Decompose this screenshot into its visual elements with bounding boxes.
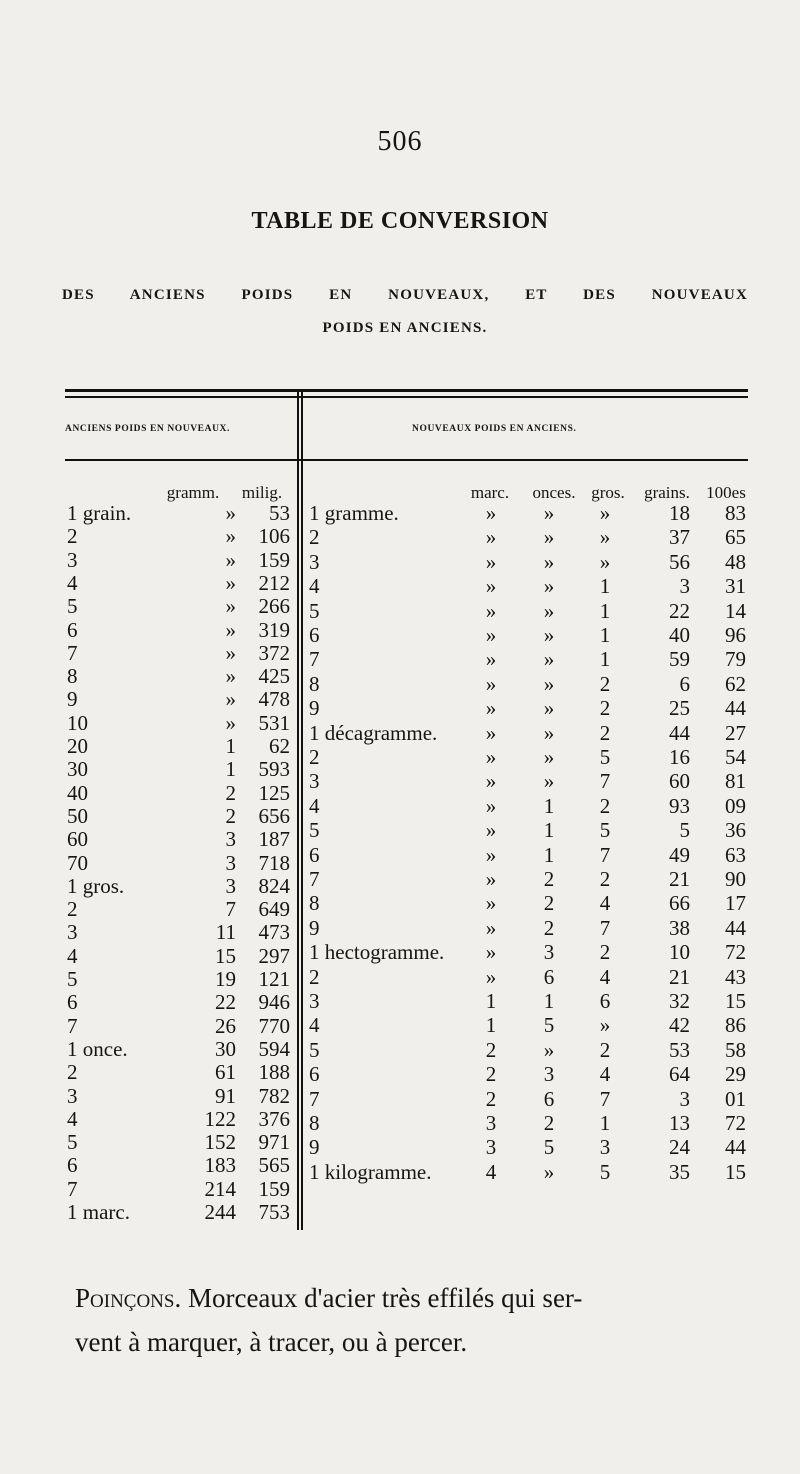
left-row-grams: » — [225, 664, 236, 689]
right-row-value: 90 — [725, 867, 746, 891]
right-row-value: » — [599, 525, 611, 550]
right-row-value: 15 — [725, 1159, 746, 1184]
right-column-header: NOUVEAUX POIDS EN ANCIENS. — [412, 424, 577, 434]
left-row-milligrams: 121 — [258, 967, 290, 991]
right-row-value: » — [543, 1037, 555, 1062]
right-row-value: 3 — [485, 1111, 497, 1135]
left-row-grams: 214 — [204, 1176, 236, 1201]
right-row-label: 5 — [309, 1037, 320, 1062]
left-row-milligrams: 297 — [258, 943, 290, 968]
left-row-milligrams: 946 — [258, 990, 290, 1015]
left-row-milligrams: 824 — [258, 873, 290, 898]
right-row-value: 96 — [725, 623, 746, 647]
left-row-label: 60 — [67, 827, 88, 852]
right-row-value: » — [543, 598, 555, 623]
right-row-value: » — [485, 549, 497, 574]
right-unit-label: gros. — [591, 483, 625, 502]
right-row-value: 35 — [669, 1159, 690, 1184]
left-row-label: 40 — [67, 780, 88, 805]
left-row-milligrams: 62 — [269, 734, 290, 758]
right-row-value: 2 — [543, 915, 555, 940]
left-row-milligrams: 266 — [258, 594, 290, 619]
right-row-value: 2 — [599, 671, 611, 696]
right-row-value: 17 — [725, 891, 746, 916]
left-unit-label: milig. — [241, 483, 283, 502]
right-row-value: 49 — [669, 842, 690, 867]
left-row-grams: 1 — [225, 757, 236, 782]
right-row-label: 3 — [309, 989, 320, 1013]
left-row-milligrams: 594 — [258, 1036, 290, 1061]
right-row-value: 83 — [725, 501, 746, 525]
right-row-label: 7 — [309, 1086, 320, 1111]
left-row-label: 3 — [67, 1083, 78, 1108]
right-row-value: 5 — [543, 1013, 555, 1038]
right-row-value: 93 — [669, 793, 690, 818]
left-row-milligrams: 593 — [258, 757, 290, 782]
right-row-value: 38 — [669, 915, 690, 940]
right-row-value: » — [485, 745, 497, 769]
left-row-milligrams: 372 — [258, 640, 290, 665]
right-row-value: 32 — [669, 989, 690, 1013]
table-title: TABLE DE CONVERSION — [251, 208, 549, 234]
footer-paragraph — [75, 1276, 755, 1320]
top-double-rule-thin — [65, 396, 748, 398]
right-row-value: 2 — [485, 1086, 497, 1111]
right-row-label: 1 hectogramme. — [309, 940, 445, 965]
left-row-grams: 2 — [225, 780, 236, 805]
top-double-rule-thick — [65, 389, 748, 392]
footer-text-line2: vent à marquer, à tracer, ou à percer. — [75, 1327, 468, 1357]
left-row-label: 10 — [67, 710, 88, 735]
footer-text-line1: Morceaux d'acier très effilés qui ser- — [187, 1283, 583, 1313]
left-row-milligrams: 782 — [258, 1083, 290, 1108]
right-row-value: 5 — [599, 745, 611, 769]
right-row-value: 18 — [669, 501, 690, 525]
right-row-value: » — [485, 598, 497, 623]
right-row-value: » — [543, 1159, 555, 1184]
left-row-label: 9 — [67, 687, 78, 712]
right-row-value: 2 — [543, 867, 555, 891]
right-row-label: 3 — [309, 549, 320, 574]
right-row-value: 1 — [543, 818, 555, 843]
right-row-value: » — [485, 891, 497, 916]
left-row-grams: 1 — [225, 734, 236, 758]
right-row-label: 1 kilogramme. — [309, 1159, 432, 1184]
right-row-label: 2 — [309, 525, 320, 550]
right-row-value: » — [485, 769, 497, 794]
right-row-label: 4 — [309, 793, 320, 818]
right-row-value: 1 — [599, 1111, 611, 1135]
right-row-label: 5 — [309, 598, 320, 623]
right-row-label: 5 — [309, 818, 320, 843]
right-unit-label: grains. — [644, 483, 690, 502]
left-row-milligrams: 656 — [258, 803, 290, 828]
right-row-value: » — [485, 623, 497, 647]
right-row-value: 7 — [599, 769, 611, 794]
left-row-milligrams: 718 — [258, 850, 290, 875]
right-row-value: 60 — [669, 769, 690, 794]
right-row-value: » — [599, 1013, 611, 1038]
left-row-grams: » — [225, 640, 236, 665]
right-row-value: 5 — [543, 1135, 555, 1160]
left-row-grams: 152 — [204, 1130, 236, 1155]
right-row-value: 3 — [543, 940, 555, 965]
left-row-grams: » — [225, 594, 236, 619]
center-double-rule — [297, 392, 303, 1230]
right-row-value: 43 — [725, 964, 746, 989]
left-row-milligrams: 188 — [258, 1060, 290, 1085]
left-row-grams: » — [225, 570, 236, 595]
right-row-value: 25 — [669, 696, 690, 721]
right-row-value: » — [543, 696, 555, 721]
left-row-grams: 244 — [204, 1200, 236, 1224]
left-row-milligrams: 376 — [258, 1106, 290, 1131]
table-subtitle-line1: DES ANCIENS POIDS EN NOUVEAUX, ET DES NOUVEAUX — [62, 287, 748, 303]
left-row-label: 70 — [67, 850, 88, 875]
right-row-value: 64 — [669, 1062, 690, 1087]
right-row-value: 1 — [599, 574, 611, 599]
right-row-label: 2 — [309, 745, 320, 769]
left-row-milligrams: 212 — [258, 570, 290, 595]
left-row-milligrams: 53 — [269, 501, 290, 525]
right-row-value: 2 — [599, 1037, 611, 1062]
left-row-label: 4 — [67, 943, 78, 968]
right-row-value: 09 — [725, 793, 746, 818]
right-row-value: 7 — [599, 842, 611, 867]
right-row-label: 7 — [309, 647, 320, 672]
left-row-grams: » — [225, 617, 236, 642]
right-row-value: 31 — [725, 574, 746, 599]
right-row-label: 6 — [309, 623, 320, 647]
right-row-value: 5 — [599, 1159, 611, 1184]
right-row-value: » — [485, 964, 497, 989]
left-row-grams: 2 — [225, 803, 236, 828]
right-row-value: » — [599, 501, 611, 525]
right-row-value: 4 — [599, 964, 611, 989]
right-row-value: 3 — [679, 574, 690, 599]
right-row-value: 1 — [599, 598, 611, 623]
right-row-value: 4 — [599, 1062, 611, 1087]
right-row-value: 37 — [669, 525, 690, 550]
left-column-header: ANCIENS POIDS EN NOUVEAUX. — [65, 424, 230, 434]
right-row-value: » — [485, 842, 497, 867]
right-row-value: 22 — [669, 598, 690, 623]
right-row-value: 2 — [485, 1037, 497, 1062]
left-row-grams: 122 — [204, 1106, 236, 1131]
right-row-label: 6 — [309, 842, 320, 867]
right-row-value: » — [543, 769, 555, 794]
right-row-value: 21 — [669, 867, 690, 891]
right-unit-label: marc. — [470, 483, 510, 502]
right-row-value: 2 — [599, 696, 611, 721]
left-row-grams: 183 — [204, 1153, 236, 1178]
right-row-value: 5 — [599, 818, 611, 843]
right-row-value: 7 — [599, 915, 611, 940]
right-row-label: 4 — [309, 1013, 320, 1038]
left-row-grams: 3 — [225, 850, 236, 875]
left-row-grams: 30 — [215, 1036, 236, 1061]
right-row-value: » — [543, 549, 555, 574]
right-row-value: 1 — [485, 989, 497, 1013]
left-row-grams: 26 — [215, 1013, 236, 1038]
left-row-milligrams: 753 — [258, 1200, 290, 1224]
right-row-label: 4 — [309, 574, 320, 599]
right-row-value: 42 — [669, 1013, 690, 1038]
right-row-value: » — [485, 647, 497, 672]
right-row-value: » — [485, 574, 497, 599]
right-row-value: » — [485, 793, 497, 818]
table-subtitle-line2: POIDS EN ANCIENS. — [322, 320, 488, 336]
left-row-milligrams: 971 — [258, 1130, 290, 1155]
right-row-value: 4 — [599, 891, 611, 916]
right-row-value: 1 — [599, 647, 611, 672]
left-row-label: 7 — [67, 1176, 78, 1201]
right-row-value: 4 — [485, 1159, 497, 1184]
right-row-value: 6 — [599, 989, 611, 1013]
left-row-milligrams: 425 — [258, 664, 290, 689]
right-row-value: 5 — [679, 818, 690, 843]
left-row-grams: » — [225, 501, 236, 525]
right-row-value: » — [485, 525, 497, 550]
right-row-value: » — [543, 671, 555, 696]
left-row-label: 5 — [67, 594, 78, 619]
left-row-label: 4 — [67, 570, 78, 595]
left-row-grams: 19 — [215, 967, 236, 991]
right-row-label: 7 — [309, 867, 320, 891]
left-row-grams: 91 — [215, 1083, 236, 1108]
left-row-milligrams: 159 — [258, 547, 290, 572]
right-row-label: 3 — [309, 769, 320, 794]
right-row-value: 29 — [725, 1062, 746, 1087]
right-row-value: » — [543, 647, 555, 672]
left-row-milligrams: 187 — [258, 827, 290, 852]
left-row-label: 3 — [67, 920, 78, 945]
left-row-label: 6 — [67, 617, 78, 642]
right-row-value: 10 — [669, 940, 690, 965]
left-unit-label: gramm. — [166, 483, 220, 502]
right-row-value: 36 — [725, 818, 746, 843]
left-row-milligrams: 565 — [258, 1153, 290, 1178]
right-row-value: » — [543, 623, 555, 647]
left-row-label: 1 marc. — [67, 1200, 130, 1224]
right-row-value: » — [485, 818, 497, 843]
left-row-milligrams: 106 — [258, 524, 290, 549]
right-unit-label: 100es — [706, 483, 746, 502]
right-row-value: » — [485, 867, 497, 891]
right-unit-label: onces. — [532, 483, 576, 502]
right-row-value: 13 — [669, 1111, 690, 1135]
left-row-label: 3 — [67, 547, 78, 572]
left-row-grams: 3 — [225, 827, 236, 852]
right-row-value: » — [543, 720, 555, 745]
right-row-value: 2 — [599, 940, 611, 965]
right-row-value: 2 — [485, 1062, 497, 1087]
left-row-milligrams: 319 — [258, 617, 290, 642]
right-row-value: 3 — [599, 1135, 611, 1160]
right-row-value: 54 — [725, 745, 746, 769]
right-row-label: 9 — [309, 1135, 320, 1160]
right-row-value: 1 — [485, 1013, 497, 1038]
right-row-value: 62 — [725, 671, 746, 696]
left-row-label: 2 — [67, 897, 78, 922]
right-row-value: » — [599, 549, 611, 574]
right-row-label: 1 décagramme. — [309, 720, 438, 745]
right-row-value: 63 — [725, 842, 746, 867]
right-row-value: 01 — [725, 1086, 746, 1111]
right-row-value: 44 — [669, 720, 690, 745]
right-row-value: 79 — [725, 647, 746, 672]
right-row-value: 48 — [725, 549, 746, 574]
right-row-value: 58 — [725, 1037, 746, 1062]
right-row-value: » — [485, 671, 497, 696]
left-row-label: 5 — [67, 1130, 78, 1155]
left-row-milligrams: 531 — [258, 710, 290, 735]
left-row-milligrams: 770 — [258, 1013, 290, 1038]
right-row-value: 6 — [543, 964, 555, 989]
right-row-value: 66 — [669, 891, 690, 916]
right-row-value: 44 — [725, 1135, 746, 1160]
left-row-label: 30 — [67, 757, 88, 782]
right-row-label: 8 — [309, 1111, 320, 1135]
right-row-value: » — [543, 525, 555, 550]
left-row-label: 5 — [67, 967, 78, 991]
left-row-grams: 11 — [215, 920, 236, 945]
left-row-grams: » — [225, 710, 236, 735]
left-row-milligrams: 159 — [258, 1176, 290, 1201]
left-row-label: 50 — [67, 803, 88, 828]
right-row-value: 15 — [725, 989, 746, 1013]
right-row-value: 21 — [669, 964, 690, 989]
right-row-value: 44 — [725, 915, 746, 940]
left-row-label: 20 — [67, 734, 88, 758]
right-row-value: 2 — [543, 1111, 555, 1135]
left-row-milligrams: 649 — [258, 897, 290, 922]
right-row-value: 2 — [599, 867, 611, 891]
right-row-value: » — [485, 720, 497, 745]
right-row-value: 1 — [543, 793, 555, 818]
footer-paragraph-line2 — [75, 1320, 755, 1364]
right-row-value: 14 — [725, 598, 746, 623]
right-row-label: 8 — [309, 671, 320, 696]
left-row-grams: 3 — [225, 873, 236, 898]
left-row-milligrams: 478 — [258, 687, 290, 712]
right-row-value: 3 — [485, 1135, 497, 1160]
right-row-value: » — [543, 745, 555, 769]
left-row-grams: 22 — [215, 990, 236, 1015]
header-rule — [65, 459, 748, 461]
left-row-grams: 15 — [215, 943, 236, 968]
left-row-grams: » — [225, 524, 236, 549]
right-row-label: 9 — [309, 696, 320, 721]
right-row-value: 59 — [669, 647, 690, 672]
right-row-label: 6 — [309, 1062, 320, 1087]
left-row-grams: » — [225, 547, 236, 572]
left-row-label: 2 — [67, 524, 78, 549]
right-row-label: 1 gramme. — [309, 501, 399, 525]
right-row-value: 16 — [669, 745, 690, 769]
left-row-label: 1 grain. — [67, 501, 132, 525]
right-row-value: 56 — [669, 549, 690, 574]
right-row-value: 1 — [543, 842, 555, 867]
left-row-grams: » — [225, 687, 236, 712]
right-row-value: 2 — [599, 720, 611, 745]
right-row-value: 3 — [543, 1062, 555, 1087]
right-row-value: 3 — [679, 1086, 690, 1111]
right-row-value: 72 — [725, 940, 746, 965]
left-row-grams: 61 — [215, 1060, 236, 1085]
right-row-value: 2 — [599, 793, 611, 818]
left-row-milligrams: 125 — [258, 780, 290, 805]
right-row-label: 9 — [309, 915, 320, 940]
right-row-value: 86 — [725, 1013, 746, 1038]
left-row-label: 2 — [67, 1060, 78, 1085]
right-row-value: 6 — [679, 671, 690, 696]
left-row-label: 6 — [67, 1153, 78, 1178]
right-row-value: 2 — [543, 891, 555, 916]
left-row-label: 1 gros. — [67, 873, 125, 898]
left-row-label: 7 — [67, 640, 78, 665]
right-row-value: 65 — [725, 525, 746, 550]
right-row-value: 53 — [669, 1037, 690, 1062]
right-row-value: » — [485, 915, 497, 940]
right-row-value: 44 — [725, 696, 746, 721]
right-row-value: 81 — [725, 769, 746, 794]
right-row-value: 7 — [599, 1086, 611, 1111]
left-row-label: 7 — [67, 1013, 78, 1038]
right-row-value: » — [485, 696, 497, 721]
right-row-value: 6 — [543, 1086, 555, 1111]
page-number: 506 — [377, 126, 423, 157]
right-row-value: 72 — [725, 1111, 746, 1135]
right-row-label: 2 — [309, 964, 320, 989]
left-row-grams: 7 — [225, 897, 236, 922]
left-row-label: 1 once. — [67, 1036, 128, 1061]
left-row-label: 6 — [67, 990, 78, 1015]
right-row-value: » — [543, 501, 555, 525]
left-row-milligrams: 473 — [258, 920, 290, 945]
right-row-label: 8 — [309, 891, 320, 916]
footer-lead-word: Poinçons. — [75, 1283, 182, 1313]
right-row-value: 24 — [669, 1135, 690, 1160]
right-row-value: 27 — [725, 720, 746, 745]
left-row-label: 8 — [67, 664, 78, 689]
left-row-label: 4 — [67, 1106, 78, 1131]
right-row-value: » — [485, 940, 497, 965]
right-row-value: » — [543, 574, 555, 599]
right-row-value: 1 — [543, 989, 555, 1013]
right-row-value: 1 — [599, 623, 611, 647]
right-row-value: 40 — [669, 623, 690, 647]
right-row-value: » — [485, 501, 497, 525]
